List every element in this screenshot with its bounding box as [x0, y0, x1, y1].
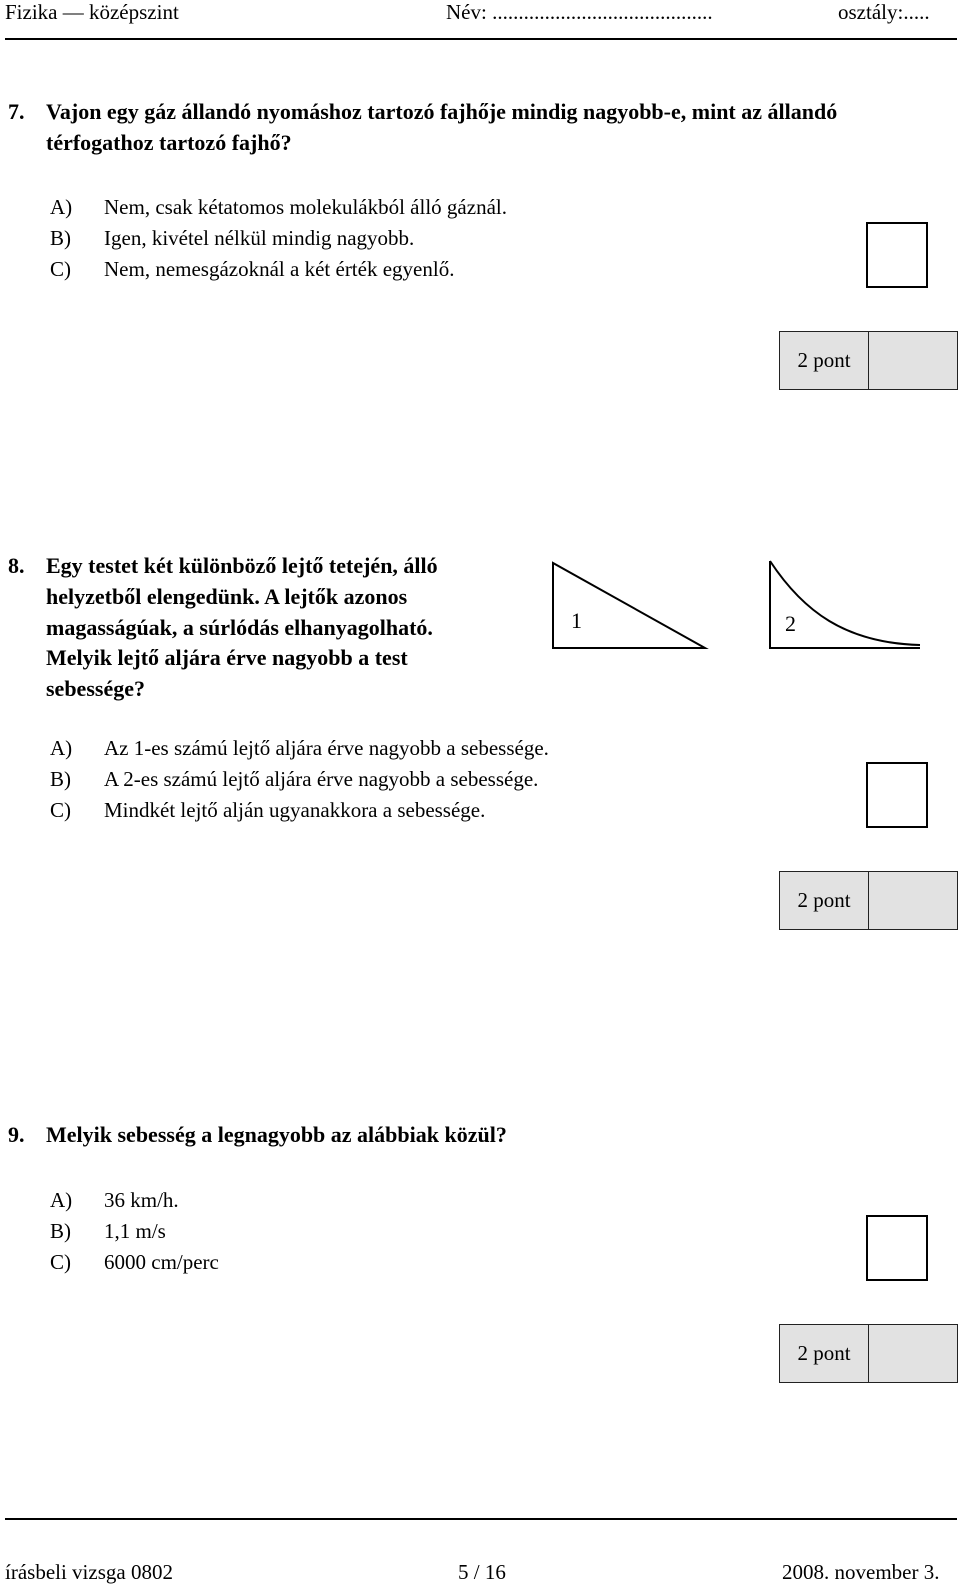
option-text: Nem, csak kétatomos molekulákból álló gáznál.: [104, 195, 507, 219]
option-text: 1,1 m/s: [104, 1219, 166, 1243]
question-number: 7.: [8, 99, 25, 124]
score-box: [779, 331, 958, 390]
option-text: 36 km/h.: [104, 1188, 179, 1212]
option-text: Igen, kivétel nélkül mindig nagyobb.: [104, 226, 415, 250]
score-label: 2 pont: [780, 872, 869, 929]
option-label: C): [50, 798, 71, 822]
footer-rule: [5, 1518, 957, 1520]
option-text: Az 1-es számú lejtő aljára érve nagyobb a sebessége.: [104, 736, 549, 760]
incline-label-2: 2: [785, 611, 796, 636]
question-text-line: Melyik lejtő aljára érve nagyobb a test: [46, 645, 408, 670]
incline-label-1: 1: [571, 608, 582, 633]
question-text-line: sebessége?: [46, 676, 145, 701]
option-text: Nem, nemesgázoknál a két érték egyenlő.: [104, 257, 455, 281]
option-text: A 2-es számú lejtő aljára érve nagyobb a sebessége.: [104, 767, 539, 791]
score-box: [779, 1324, 958, 1383]
question-text-line: térfogathoz tartozó fajhő?: [46, 130, 292, 155]
score-label: 2 pont: [780, 332, 869, 389]
score-box: [779, 871, 958, 930]
header-class-field: osztály:.....: [838, 0, 930, 24]
answer-box[interactable]: [866, 1215, 928, 1281]
option-a: [0, 733, 820, 764]
footer-date: 2008. november 3.: [782, 1560, 940, 1584]
question-number: 9.: [8, 1122, 25, 1147]
option-label: A): [50, 736, 73, 760]
option-a: [0, 1185, 820, 1216]
option-b: [0, 1216, 820, 1247]
score-field[interactable]: [869, 332, 957, 389]
option-c: [0, 1247, 820, 1278]
question-text-line: Melyik sebesség a legnagyobb az alábbiak közül?: [46, 1122, 507, 1147]
answer-box[interactable]: [866, 762, 928, 828]
header-name-field: Név: ..........................................: [446, 0, 713, 24]
option-c: [0, 254, 820, 285]
question-text-line: Vajon egy gáz állandó nyomáshoz tartozó fajhője mindig nagyobb-e, mint az állandó: [46, 99, 838, 124]
option-label: A): [50, 195, 73, 219]
question-text-line: helyzetből elengedünk. A lejtők azonos: [46, 584, 408, 609]
footer-page-number: 5 / 16: [458, 1560, 506, 1584]
option-text: 6000 cm/perc: [104, 1250, 219, 1274]
question-number: 8.: [8, 553, 25, 578]
option-b: [0, 764, 820, 795]
question-text-line: magasságúak, a súrlódás elhanyagolható.: [46, 615, 433, 640]
option-a: [0, 192, 820, 223]
score-label: 2 pont: [780, 1325, 869, 1382]
inclines-figure: [545, 555, 925, 655]
question-text-line: Egy testet két különböző lejtő tetején, álló: [46, 553, 438, 578]
footer-exam: írásbeli vizsga 0802: [5, 1560, 173, 1584]
score-field[interactable]: [869, 1325, 957, 1382]
option-label: B): [50, 767, 71, 791]
option-b: [0, 223, 820, 254]
option-c: [0, 795, 820, 826]
header-subject: Fizika — középszint: [5, 0, 179, 24]
option-label: C): [50, 257, 71, 281]
straight-incline: [553, 563, 705, 648]
answer-box[interactable]: [866, 222, 928, 288]
option-label: C): [50, 1250, 71, 1274]
option-label: B): [50, 1219, 71, 1243]
score-field[interactable]: [869, 872, 957, 929]
option-label: B): [50, 226, 71, 250]
option-text: Mindkét lejtő alján ugyanakkora a sebessége.: [104, 798, 486, 822]
option-label: A): [50, 1188, 73, 1212]
header-rule: [5, 38, 957, 40]
